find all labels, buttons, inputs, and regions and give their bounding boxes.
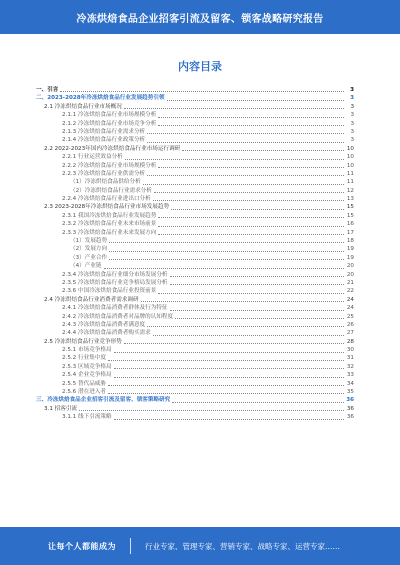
toc-entry-page: 30 (346, 347, 354, 354)
toc-entry[interactable] (36, 220, 354, 228)
toc-entry-title: 2.2.1 行业运营效益分析 (62, 154, 123, 161)
toc-entry-title: 2.5.6 潜在进入者 (62, 389, 106, 396)
toc-leader-dots (158, 116, 344, 118)
toc-leader-dots (124, 107, 344, 109)
toc-entry-title: 2.3.2 冷冻烘焙食品行业未来市场前景 (62, 221, 157, 228)
toc-entry-page: 12 (346, 187, 354, 194)
toc-entry-title: 2.1.1 冷冻烘焙食品行业市场规模分析 (62, 112, 157, 119)
toc-leader-dots (158, 225, 344, 227)
toc-entry[interactable] (36, 338, 354, 346)
toc-leader-dots (147, 132, 344, 134)
footer-divider (130, 538, 131, 554)
toc-entry-title: 2.3 2023-2028年冷冻烘焙食品行业市场发展趋势 (44, 204, 170, 211)
toc-entry[interactable] (36, 405, 354, 413)
toc-entry-page: 36 (346, 414, 354, 421)
toc-entry-title: 2.5 冷冻烘焙食品行业竞争形势 (44, 338, 122, 345)
toc-entry-page: 28 (346, 338, 354, 345)
toc-entry-page: 10 (346, 145, 354, 152)
toc-entry[interactable] (36, 120, 354, 128)
toc-entry[interactable] (36, 111, 354, 119)
toc-entry-title: 2.5.2 行业集中度 (62, 355, 106, 362)
toc-entry[interactable] (36, 355, 354, 363)
toc-entry[interactable] (36, 170, 354, 178)
toc-entry[interactable] (36, 128, 354, 136)
toc-entry[interactable] (36, 371, 354, 379)
toc-entry[interactable] (36, 203, 354, 211)
toc-entry-page: 13 (346, 196, 354, 203)
toc-entry[interactable] (36, 86, 354, 94)
toc-entry-page: 18 (346, 238, 354, 245)
toc-entry-title: （2）发展方向 (70, 246, 108, 253)
toc-entry-page: 22 (346, 288, 354, 295)
toc-entry[interactable] (36, 245, 354, 253)
toc-leader-dots (158, 166, 344, 168)
toc-entry[interactable] (36, 329, 354, 337)
toc-entry-title: 2.1.3 冷冻烘焙食品行业需求分析 (62, 128, 146, 135)
toc-entry-title: 2.3.3 冷冻烘焙食品行业未来发展方向 (62, 229, 157, 236)
toc-entry[interactable] (36, 178, 354, 186)
toc-leader-dots (125, 158, 344, 160)
toc-entry-title: 2.2.3 冷冻烘焙食品行业供需分析 (62, 170, 146, 177)
toc-entry-page: 27 (346, 330, 354, 337)
toc-entry[interactable] (36, 313, 354, 321)
toc-entry-page: 3 (350, 128, 354, 135)
toc-entry-page: 33 (346, 372, 354, 379)
toc-entry-title: 三、冷冻烘焙食品企业招客引流及留客、锁客策略研究 (36, 397, 171, 404)
toc-entry[interactable] (36, 187, 354, 195)
toc-entry[interactable] (36, 145, 354, 153)
toc-leader-dots (109, 258, 344, 260)
toc-leader-dots (108, 384, 344, 386)
toc-leader-dots (153, 199, 344, 201)
toc-entry-title: 2.5.5 替代品威胁 (62, 380, 106, 387)
toc-entry-page: 3 (350, 103, 354, 110)
toc-entry[interactable] (36, 388, 354, 396)
toc-leader-dots (154, 191, 344, 193)
toc-entry-page: 10 (346, 162, 354, 169)
toc-entry[interactable] (36, 237, 354, 245)
toc-entry[interactable] (36, 271, 354, 279)
toc-leader-dots (170, 283, 344, 285)
toc-entry[interactable] (36, 304, 354, 312)
toc-leader-dots (147, 174, 344, 176)
toc-entry-title: 2.4.4 冷冻烘焙食品消费者购买需求 (62, 330, 151, 337)
toc-leader-dots (158, 216, 344, 218)
toc-entry-page: 3 (350, 95, 354, 102)
toc-entry-page: 15 (346, 204, 354, 211)
toc-entry-title: 2.4.2 冷冻烘焙食品消费者对品牌的认知程度 (62, 313, 174, 320)
toc-entry-title: 二、2023-2028年冷冻烘焙食品行业发展趋势引领 (36, 95, 165, 102)
toc-leader-dots (170, 275, 344, 277)
toc-leader-dots (60, 90, 344, 92)
toc-leader-dots (182, 149, 344, 151)
toc-entry[interactable] (36, 296, 354, 304)
toc-entry[interactable] (36, 103, 354, 111)
toc-leader-dots (104, 267, 344, 269)
toc-entry-page: 3 (350, 137, 354, 144)
toc-entry-page: 24 (346, 296, 354, 303)
toc-entry-title: 2.5.3 区域竞争格局 (62, 363, 112, 370)
toc-entry-page: 19 (346, 246, 354, 253)
toc-heading: 内容目录 (178, 60, 222, 73)
toc-entry-page: 21 (346, 279, 354, 286)
toc-leader-dots (114, 367, 344, 369)
toc-entry-page: 25 (346, 313, 354, 320)
toc-leader-dots (124, 342, 344, 344)
toc-entry[interactable] (36, 321, 354, 329)
toc-entry-page: 11 (346, 179, 354, 186)
toc-entry-page: 36 (346, 405, 354, 412)
toc-leader-dots (170, 309, 344, 311)
toc-entry[interactable] (36, 287, 354, 295)
toc-leader-dots (153, 334, 344, 336)
toc-entry[interactable] (36, 212, 354, 220)
toc-entry-title: 2.2.2 冷冻烘焙食品行业市场规模分析 (62, 162, 157, 169)
toc-leader-dots (147, 325, 344, 327)
toc-entry-title: 2.3.4 冷冻烘焙食品行业细分市场发展分析 (62, 271, 168, 278)
report-header-bar (0, 0, 400, 34)
toc-leader-dots (141, 300, 344, 302)
toc-entry-page: 36 (346, 397, 354, 404)
toc-entry-title: 2.1 冷冻烘焙食品行业市场概况 (44, 103, 122, 110)
toc-entry[interactable] (36, 396, 354, 404)
toc-entry-page: 16 (346, 221, 354, 228)
toc-entry-page: 32 (346, 363, 354, 370)
toc-leader-dots (114, 418, 344, 420)
toc-entry-title: （1）冷冻烘焙食品供给分析 (70, 179, 141, 186)
toc-leader-dots (175, 317, 344, 319)
table-of-contents (36, 86, 354, 422)
toc-leader-dots (158, 292, 344, 294)
toc-entry-page: 10 (346, 154, 354, 161)
toc-entry-page: 3 (350, 112, 354, 119)
toc-entry-title: 2.3.6 中国冷冻烘焙食品行业投资前景 (62, 288, 157, 295)
toc-entry-title: 2.1.4 冷冻烘焙食品行业政策分析 (62, 137, 146, 144)
toc-leader-dots (172, 401, 344, 403)
toc-entry-page: 3 (350, 86, 354, 93)
toc-entry-title: 2.4.3 冷冻烘焙食品消费者满意度 (62, 321, 146, 328)
toc-entry-title: 2.3.5 冷冻烘焙食品行业竞争格局发展分析 (62, 279, 168, 286)
toc-leader-dots (109, 241, 344, 243)
footer-banner (0, 527, 400, 565)
toc-entry[interactable] (36, 153, 354, 161)
toc-entry[interactable] (36, 279, 354, 287)
toc-entry-title: 2.3.1 我国冷冻烘焙食品行业发展趋势 (62, 212, 157, 219)
toc-leader-dots (108, 392, 344, 394)
toc-entry[interactable] (36, 254, 354, 262)
toc-leader-dots (108, 359, 344, 361)
toc-entry-title: 一、引言 (36, 86, 59, 93)
toc-leader-dots (143, 183, 344, 185)
toc-entry[interactable] (36, 162, 354, 170)
toc-entry[interactable] (36, 94, 354, 102)
toc-entry[interactable] (36, 229, 354, 237)
toc-entry-page: 35 (346, 389, 354, 396)
toc-entry-page: 31 (346, 355, 354, 362)
toc-entry[interactable] (36, 363, 354, 371)
toc-leader-dots (171, 208, 344, 210)
toc-leader-dots (114, 351, 344, 353)
toc-entry-title: （4）产业链 (70, 263, 102, 270)
toc-entry-title: 3.1.1 线下引流策略 (62, 414, 112, 421)
toc-leader-dots (79, 409, 344, 411)
toc-entry-title: 2.5.1 市场竞争格局 (62, 347, 112, 354)
toc-entry-page: 19 (346, 254, 354, 261)
footer-slogan: 让每个人都能成为 (48, 541, 116, 551)
toc-entry-page: 20 (346, 271, 354, 278)
toc-entry-title: 2.1.2 冷冻烘焙食品行业市场竞争分析 (62, 120, 157, 127)
toc-entry-title: 2.4 冷冻烘焙食品行业消费者需求调研 (44, 296, 139, 303)
toc-entry[interactable] (36, 413, 354, 421)
footer-tagline: 行业专家、管理专家、营销专家、战略专家、运营专家…… (145, 541, 340, 551)
toc-entry[interactable] (36, 380, 354, 388)
toc-entry-page: 15 (346, 212, 354, 219)
toc-leader-dots (109, 250, 344, 252)
toc-entry[interactable] (36, 262, 354, 270)
toc-entry-title: 3.1 招客引流 (44, 405, 78, 412)
toc-entry-page: 24 (346, 305, 354, 312)
toc-entry-title: 2.4.1 冷冻烘焙食品消费者群体及行为特征 (62, 305, 168, 312)
toc-entry-title: （1）发展趋势 (70, 238, 108, 245)
toc-entry-title: 2.2.4 冷冻烘焙食品行业进出口分析 (62, 196, 151, 203)
toc-entry-page: 11 (346, 170, 354, 177)
toc-entry[interactable] (36, 136, 354, 144)
toc-entry-page: 26 (346, 321, 354, 328)
toc-entry-page: 3 (350, 120, 354, 127)
toc-entry[interactable] (36, 346, 354, 354)
toc-entry-title: 2.2 2022-2023年国内冷冻烘焙食品行业市场运行调研 (44, 145, 181, 152)
toc-leader-dots (158, 124, 344, 126)
toc-leader-dots (167, 99, 344, 101)
toc-leader-dots (147, 141, 344, 143)
report-title: 冷冻烘焙食品企业招客引流及留客、锁客战略研究报告 (76, 13, 324, 25)
toc-leader-dots (158, 233, 344, 235)
toc-entry-title: 2.5.4 企业竞争格局 (62, 372, 112, 379)
toc-entry-page: 34 (346, 380, 354, 387)
toc-entry-title: （2）冷冻烘焙食品行业需求分析 (70, 187, 152, 194)
toc-entry-page: 17 (346, 229, 354, 236)
toc-entry-title: （3）产业合作 (70, 254, 108, 261)
toc-leader-dots (114, 376, 344, 378)
toc-entry-page: 20 (346, 263, 354, 270)
toc-entry[interactable] (36, 195, 354, 203)
